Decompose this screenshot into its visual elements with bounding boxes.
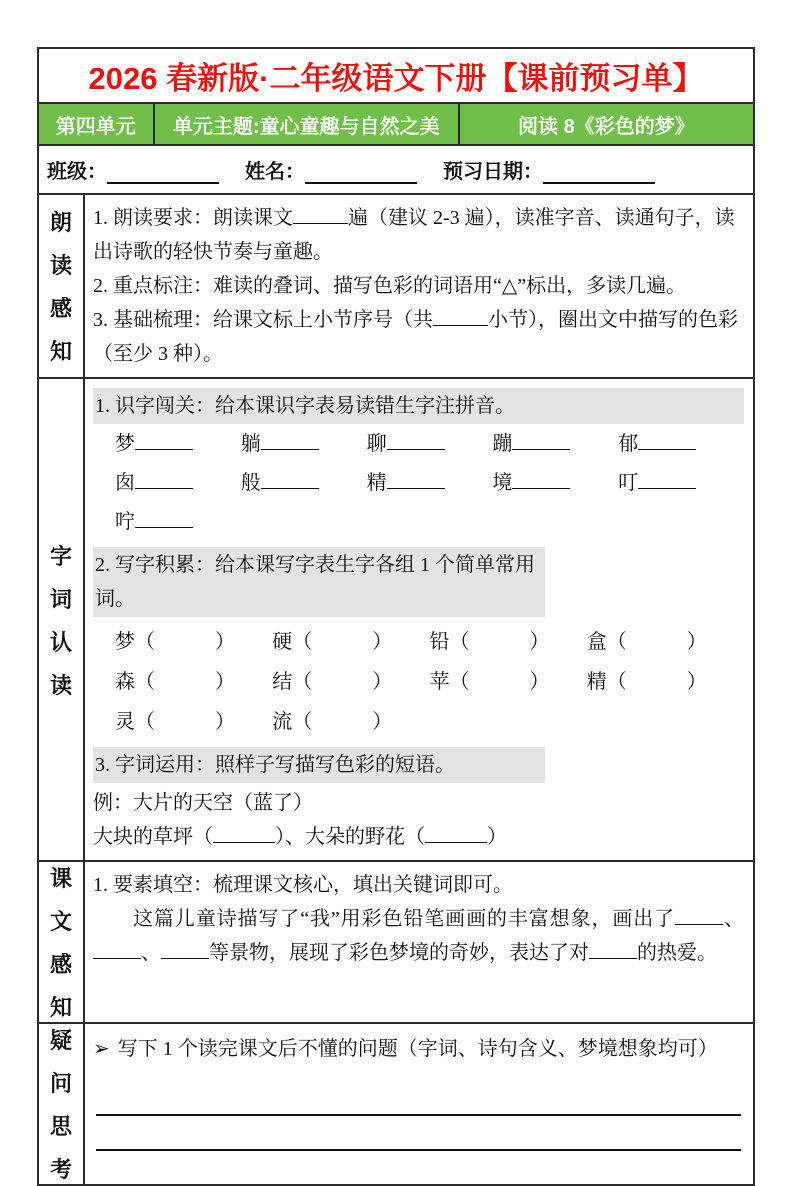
label-char: 文 xyxy=(49,909,72,934)
character: 躺 xyxy=(240,433,261,455)
pinyin-row-2 xyxy=(115,466,744,501)
date-blank xyxy=(543,159,655,184)
student-info-row xyxy=(39,146,753,193)
pinyin-blank xyxy=(261,429,319,450)
word-task-heading: 2. 写字积累：给本课写字表生字各组 1 个简单常用词。 xyxy=(93,547,545,617)
label-char: 感 xyxy=(49,296,72,321)
pinyin-item xyxy=(618,427,744,462)
label-char: 认 xyxy=(49,629,72,655)
character: 叮 xyxy=(618,472,639,494)
page-title: 2026 春新版·二年级语文下册【课前预习单】 xyxy=(88,61,704,96)
pinyin-blank xyxy=(387,429,445,450)
pinyin-item xyxy=(115,505,241,540)
reading-item-3-text: 3. 基础梳理：给课文标上小节序号（共 xyxy=(93,309,433,331)
class-label: 班级： xyxy=(47,161,107,183)
pinyin-blank xyxy=(638,429,696,450)
pinyin-item xyxy=(367,466,493,501)
date-label: 预习日期： xyxy=(443,161,543,183)
pinyin-blank xyxy=(135,507,193,528)
word-item: 盒（ ） xyxy=(586,631,707,653)
lesson-title: 阅读 8《彩色的梦》 xyxy=(458,104,753,144)
summary-blank-1 xyxy=(675,904,723,925)
word-item: 灵（ ） xyxy=(115,711,235,733)
section-text-perception xyxy=(39,860,753,1022)
pinyin-row-1 xyxy=(115,427,744,462)
usage-example: 例：大片的天空（蓝了） xyxy=(93,792,313,814)
class-blank xyxy=(107,159,219,184)
name-field xyxy=(245,155,417,184)
word-item: 铅（ ） xyxy=(429,631,550,653)
character: 郁 xyxy=(618,433,639,455)
word-row-2 xyxy=(115,664,744,700)
summary-blank-2 xyxy=(93,938,141,959)
reading-item-2: 2. 重点标注：难读的叠词、描写色彩的词语用“△”标出，多读几遍。 xyxy=(93,275,687,297)
character: 境 xyxy=(492,472,513,494)
label-char: 字 xyxy=(49,543,72,569)
summary-text-1: 这篇儿童诗描写了“我”用彩色铅笔画画的丰富想象，画出了 xyxy=(133,908,676,930)
reading-item-1-text-post: 遍（建议 2-3 遍），读准字音、读通句子，读出诗歌的轻快节奏与童趣。 xyxy=(93,207,735,263)
word-row-1 xyxy=(115,624,744,660)
reading-times-blank xyxy=(293,203,348,224)
reading-item-3 xyxy=(93,303,744,371)
pinyin-item xyxy=(115,427,241,462)
pinyin-blank xyxy=(638,468,696,489)
label-char: 考 xyxy=(49,1157,72,1182)
word-item: 梦（ ） xyxy=(115,631,235,653)
reading-item-1-text: 1. 朗读要求：朗读课文 xyxy=(93,207,293,229)
unit-number: 第四单元 xyxy=(55,115,136,138)
character: 精 xyxy=(366,472,387,494)
pinyin-blank xyxy=(135,429,193,450)
section-reading-perception xyxy=(39,193,753,377)
word-item: 硬（ ） xyxy=(272,631,393,653)
question-prompt-line xyxy=(93,1032,744,1066)
usage-practice-text-mid: ）、大朵的野花（ xyxy=(275,826,425,848)
summary-blank-4 xyxy=(589,938,637,959)
reading-item-1 xyxy=(93,201,744,269)
label-char: 知 xyxy=(49,339,72,364)
name-blank xyxy=(305,159,417,184)
label-char: 思 xyxy=(49,1114,72,1139)
name-label: 姓名： xyxy=(245,161,305,183)
section-reading-content xyxy=(85,195,753,377)
section-label-text xyxy=(39,862,85,1022)
section-label-reading xyxy=(39,195,85,377)
arrow-bullet-icon: ➢ xyxy=(93,1038,110,1060)
summary-blank-3 xyxy=(161,938,209,959)
character: 囱 xyxy=(115,472,135,494)
pinyin-row-3 xyxy=(115,505,744,540)
answer-line-1 xyxy=(96,1081,741,1116)
character: 般 xyxy=(240,472,261,494)
pinyin-blank xyxy=(512,429,570,450)
usage-practice-text: 大块的草坪（ xyxy=(93,826,213,848)
usage-blank-1 xyxy=(213,822,275,843)
usage-blank-2 xyxy=(425,822,487,843)
label-char: 知 xyxy=(49,995,72,1020)
summary-paragraph xyxy=(93,902,744,970)
section-word-recognition xyxy=(39,377,753,860)
worksheet-page xyxy=(37,47,755,1186)
label-char: 词 xyxy=(49,586,72,612)
pinyin-blank xyxy=(261,468,319,489)
summary-text-4: 等景物，展现了彩色梦境的奇妙，表达了对 xyxy=(209,942,589,964)
pinyin-blank xyxy=(387,468,445,489)
word-row-3 xyxy=(115,704,744,740)
class-field xyxy=(47,155,219,184)
label-char: 朗 xyxy=(49,210,72,235)
label-char: 问 xyxy=(49,1071,72,1096)
usage-task-heading: 3. 字词运用：照样子写描写色彩的短语。 xyxy=(93,747,545,783)
pinyin-item xyxy=(492,466,618,501)
question-prompt: 写下 1 个读完课文后不懂的问题（字词、诗句含义、梦境想象均可） xyxy=(117,1038,718,1060)
pinyin-item xyxy=(241,466,367,501)
date-field xyxy=(443,155,655,184)
summary-text-2: 、 xyxy=(723,908,744,930)
pinyin-blank xyxy=(135,468,193,489)
usage-practice-text-post: ） xyxy=(487,826,507,848)
character: 梦 xyxy=(115,433,135,455)
section-text-content xyxy=(85,862,753,1022)
answer-line-2 xyxy=(96,1116,741,1151)
unit-bar xyxy=(39,102,753,146)
character: 咛 xyxy=(115,511,135,533)
section-words-content xyxy=(85,379,753,860)
summary-text-3: 、 xyxy=(141,942,161,964)
word-item: 流（ ） xyxy=(272,711,393,733)
usage-practice xyxy=(93,820,744,854)
pinyin-item xyxy=(115,466,241,501)
label-char: 课 xyxy=(49,866,72,891)
label-char: 读 xyxy=(49,253,72,278)
section-questions-content xyxy=(85,1024,753,1184)
section-questions xyxy=(39,1022,753,1184)
pinyin-item xyxy=(367,427,493,462)
unit-theme: 单元主题:童心童趣与自然之美 xyxy=(153,104,458,144)
character: 蹦 xyxy=(492,433,513,455)
reading-item-3-text-post: 小节），圈出文中描写的色彩（至少 3 种）。 xyxy=(93,309,738,365)
pinyin-item xyxy=(618,466,744,501)
word-item: 苹（ ） xyxy=(429,671,550,693)
word-item: 森（ ） xyxy=(115,671,235,693)
summary-text-5: 的热爱。 xyxy=(637,942,717,964)
word-item: 结（ ） xyxy=(272,671,393,693)
label-char: 疑 xyxy=(49,1028,72,1053)
pinyin-item xyxy=(241,427,367,462)
summary-task-heading: 1. 要素填空：梳理课文核心，填出关键词即可。 xyxy=(93,874,513,896)
section-label-words xyxy=(39,379,85,860)
pinyin-blank xyxy=(512,468,570,489)
pinyin-item xyxy=(492,427,618,462)
character: 聊 xyxy=(366,433,387,455)
reading-stanza-blank xyxy=(433,305,488,326)
title-bar xyxy=(39,49,753,102)
label-char: 感 xyxy=(49,952,72,977)
word-item: 精（ ） xyxy=(586,671,707,693)
section-label-questions xyxy=(39,1024,85,1184)
label-char: 读 xyxy=(49,672,72,698)
pinyin-task-heading: 1. 识字闯关：给本课识字表易读错生字注拼音。 xyxy=(93,388,744,424)
